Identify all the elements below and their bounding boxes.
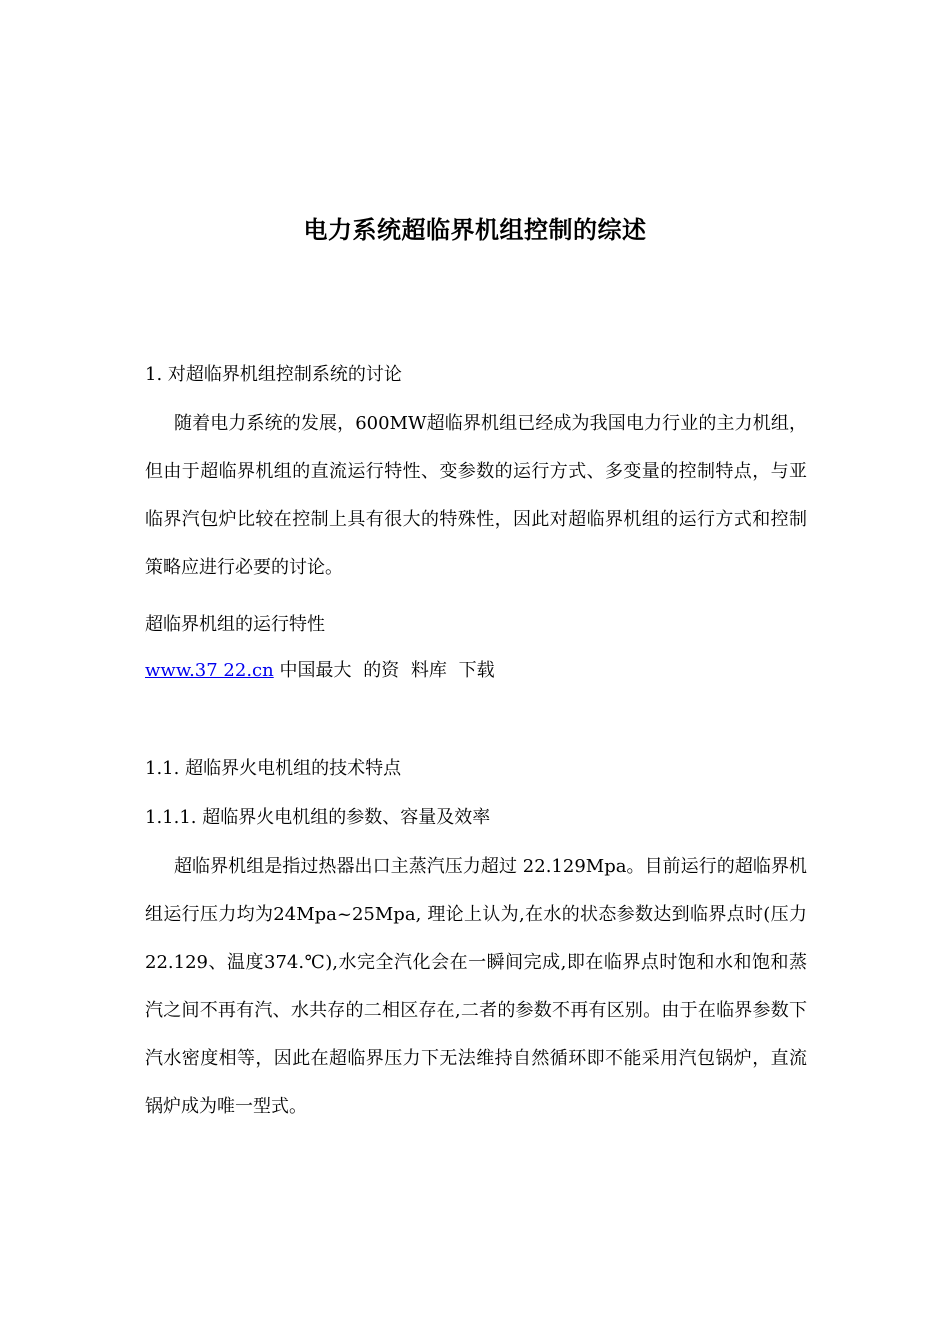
watermark-text: 中国最大 的资 料库 下载 [279, 660, 495, 681]
paragraph-intro: 随着电力系统的发展，600MW超临界机组已经成为我国电力行业的主力机组，但由于超临界机组的直流运行特性、变参数的运行方式、多变量的控制特点，与亚临界汽包炉比较在控制上具有很大的特殊性，因此对超临界机组的运行方式和控制策略应进行必要的讨论。 [145, 413, 807, 578]
watermark-link[interactable]: www.37 22.cn [145, 660, 274, 681]
section-heading-1-1: 1.1. 超临界火电机组的技术特点 [145, 758, 402, 779]
document-title: 电力系统超临界机组控制的综述 [303, 215, 647, 244]
paragraph-supercritical-definition: 超临界机组是指过热器出口主蒸汽压力超过 22.129Mpa。目前运行的超临界机组运行压力均为24Mpa~25Mpa, 理论上认为,在水的状态参数达到临界点时(压力22.129、温度374.℃),水完全汽化会在一瞬间完成,即在临界点时饱和水和饱和蒸汽之间不再有汽、水共存的二相区存在,二者的参数不再有区别。由于在临界参数下汽水密度相等，因此在超临界压力下无法维持自然循环即不能采用汽包锅炉，直流锅炉成为唯一型式。 [145, 856, 807, 1117]
section-heading-1-1-1: 1.1.1. 超临界火电机组的参数、容量及效率 [145, 807, 491, 828]
watermark-line [145, 659, 495, 683]
section-heading-1: 1. 对超临界机组控制系统的讨论 [145, 364, 402, 385]
subheading-operating-characteristics: 超临界机组的运行特性 [145, 614, 325, 635]
